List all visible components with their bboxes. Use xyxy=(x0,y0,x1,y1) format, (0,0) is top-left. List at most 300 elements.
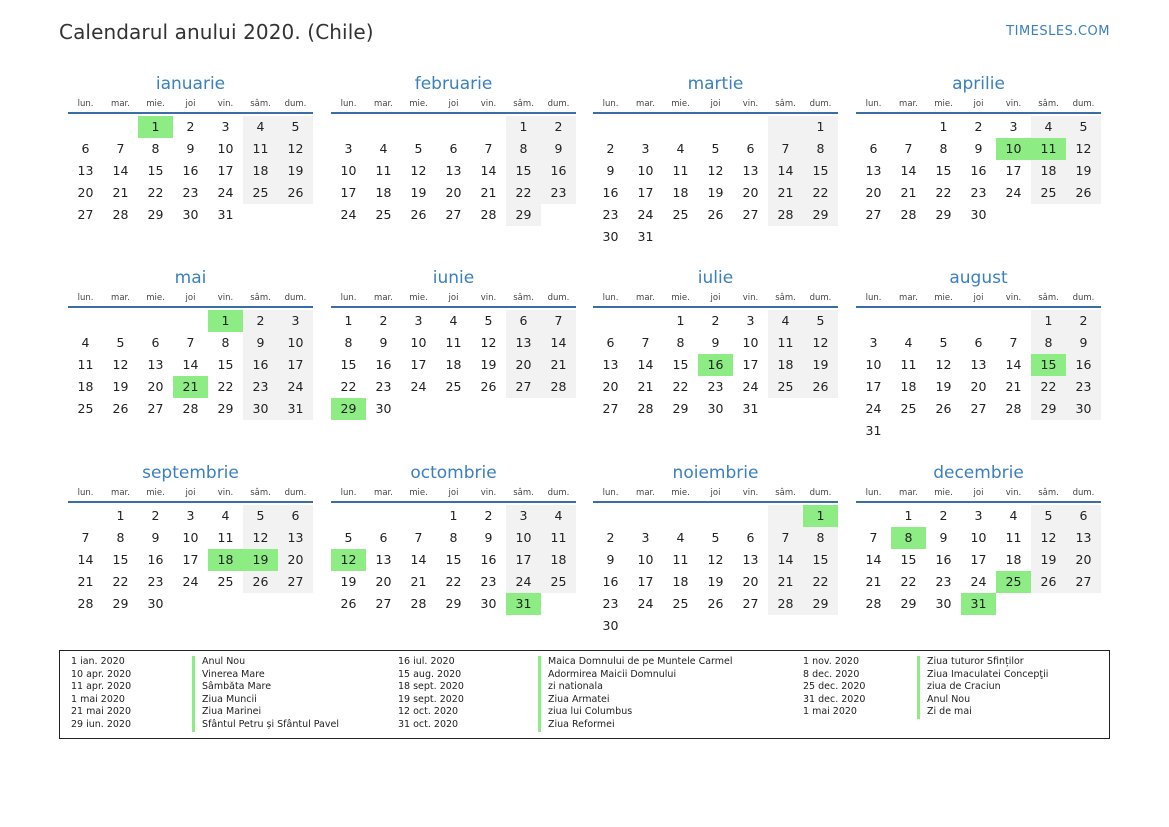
day-cell: 3 xyxy=(746,313,755,328)
day-cell: 2 xyxy=(151,508,160,523)
day-cell: 10 xyxy=(970,530,987,545)
day-cell: 6 xyxy=(869,141,878,156)
day-cell: 27 xyxy=(865,207,882,222)
day-cell: 18 xyxy=(768,354,803,376)
day-cell: 27 xyxy=(602,401,619,416)
empty-day-cell xyxy=(856,505,891,527)
day-cell: 11 xyxy=(672,163,689,178)
day-cell: 30 xyxy=(243,398,278,420)
day-cell: 10 xyxy=(865,357,882,372)
day-cell: 8 xyxy=(221,335,230,350)
day-cell: 6 xyxy=(278,505,313,527)
day-cell: 17 xyxy=(182,552,199,567)
holiday-day-cell: 12 xyxy=(331,549,366,571)
day-cell: 5 xyxy=(116,335,125,350)
day-grid xyxy=(68,505,313,615)
weekday-label: sâm. xyxy=(513,99,534,109)
legend-holiday-name: Ziua tuturor Sfinților xyxy=(917,656,1048,669)
day-cell: 1 xyxy=(449,508,458,523)
day-cell: 11 xyxy=(768,332,803,354)
day-cell: 26 xyxy=(707,207,724,222)
day-cell: 24 xyxy=(340,207,357,222)
day-cell: 23 xyxy=(375,379,392,394)
weekday-label: lun. xyxy=(340,293,357,303)
day-cell: 30 xyxy=(602,618,619,633)
day-cell: 16 xyxy=(970,163,987,178)
day-cell: 22 xyxy=(672,379,689,394)
month-name: februarie xyxy=(414,74,493,94)
empty-day-cell xyxy=(926,420,961,442)
weekday-label: vin. xyxy=(480,99,497,109)
day-cell: 18 xyxy=(1005,552,1022,567)
day-cell: 5 xyxy=(711,530,720,545)
day-cell: 13 xyxy=(77,163,94,178)
day-cell: 14 xyxy=(410,552,427,567)
empty-day-cell xyxy=(278,593,313,615)
day-cell: 22 xyxy=(217,379,234,394)
legend-date: 18 sept. 2020 xyxy=(398,681,464,693)
day-cell: 28 xyxy=(768,204,803,226)
day-cell: 30 xyxy=(602,229,619,244)
month-octombrie xyxy=(331,463,576,615)
weekday-header xyxy=(593,292,838,308)
empty-day-cell xyxy=(768,398,803,420)
day-cell: 15 xyxy=(147,163,164,178)
day-cell: 7 xyxy=(869,530,878,545)
day-cell: 20 xyxy=(77,185,94,200)
holiday-day-cell: 8 xyxy=(891,527,926,549)
empty-day-cell xyxy=(401,398,436,420)
day-cell: 4 xyxy=(768,310,803,332)
day-cell: 20 xyxy=(865,185,882,200)
day-cell: 18 xyxy=(77,379,94,394)
day-grid xyxy=(331,310,576,420)
weekday-label: joi xyxy=(448,293,459,303)
weekday-label: sâm. xyxy=(250,99,271,109)
weekday-header xyxy=(856,487,1101,503)
day-cell: 11 xyxy=(375,163,392,178)
weekday-label: sâm. xyxy=(250,488,271,498)
day-cell: 10 xyxy=(637,552,654,567)
legend-date: 11 apr. 2020 xyxy=(71,681,132,693)
day-cell: 8 xyxy=(803,138,838,160)
empty-day-cell xyxy=(733,116,768,138)
empty-day-cell xyxy=(173,593,208,615)
empty-day-cell xyxy=(733,615,768,637)
month-august xyxy=(856,268,1101,442)
empty-day-cell xyxy=(366,116,401,138)
day-cell: 18 xyxy=(445,357,462,372)
day-cell: 17 xyxy=(278,354,313,376)
weekday-label: mie. xyxy=(934,488,953,498)
day-cell: 17 xyxy=(865,379,882,394)
weekday-label: lun. xyxy=(77,293,94,303)
legend-holiday-name: zi nationala xyxy=(538,681,733,694)
month-name: iulie xyxy=(697,268,734,288)
empty-day-cell xyxy=(891,310,926,332)
day-cell: 2 xyxy=(243,310,278,332)
day-cell: 27 xyxy=(77,207,94,222)
day-cell: 3 xyxy=(186,508,195,523)
weekday-label: sâm. xyxy=(250,293,271,303)
weekday-label: mar. xyxy=(374,293,393,303)
legend-holiday-name: ziua de Craciun xyxy=(917,681,1048,694)
day-grid xyxy=(856,505,1101,615)
day-cell: 26 xyxy=(935,401,952,416)
day-cell: 26 xyxy=(1031,571,1066,593)
weekday-header xyxy=(331,98,576,114)
weekday-label: vin. xyxy=(1005,488,1022,498)
day-cell: 22 xyxy=(935,185,952,200)
day-cell: 27 xyxy=(970,401,987,416)
day-cell: 13 xyxy=(602,357,619,372)
weekday-label: lun. xyxy=(602,293,619,303)
weekday-label: sâm. xyxy=(775,293,796,303)
day-cell: 30 xyxy=(147,596,164,611)
legend-date: 1 ian. 2020 xyxy=(71,656,125,667)
weekday-label: mar. xyxy=(899,99,918,109)
day-cell: 10 xyxy=(217,141,234,156)
weekday-label: mar. xyxy=(636,99,655,109)
empty-day-cell xyxy=(628,116,663,138)
day-cell: 6 xyxy=(1066,505,1101,527)
weekday-header xyxy=(68,292,313,308)
day-grid xyxy=(68,310,313,420)
empty-day-cell xyxy=(961,420,996,442)
day-cell: 29 xyxy=(445,596,462,611)
day-cell: 24 xyxy=(1005,185,1022,200)
month-ianuarie xyxy=(68,74,313,226)
day-cell: 11 xyxy=(243,138,278,160)
weekday-label: dum. xyxy=(284,293,307,303)
day-cell: 1 xyxy=(803,116,838,138)
day-cell: 29 xyxy=(147,207,164,222)
day-cell: 7 xyxy=(541,310,576,332)
day-cell: 1 xyxy=(1031,310,1066,332)
weekday-label: lun. xyxy=(77,488,94,498)
day-cell: 25 xyxy=(217,574,234,589)
day-cell: 28 xyxy=(77,596,94,611)
weekday-label: vin. xyxy=(742,293,759,303)
day-cell: 10 xyxy=(182,530,199,545)
day-cell: 24 xyxy=(970,574,987,589)
legend-holiday-name: Ziua Muncii xyxy=(192,694,339,707)
day-cell: 3 xyxy=(1009,119,1018,134)
day-cell: 1 xyxy=(506,116,541,138)
day-cell: 12 xyxy=(707,163,724,178)
day-cell: 12 xyxy=(243,527,278,549)
day-cell: 18 xyxy=(243,160,278,182)
day-cell: 25 xyxy=(672,596,689,611)
day-cell: 24 xyxy=(506,571,541,593)
weekday-label: lun. xyxy=(865,488,882,498)
day-cell: 31 xyxy=(278,398,313,420)
weekday-label: dum. xyxy=(284,488,307,498)
day-cell: 14 xyxy=(900,163,917,178)
day-cell: 25 xyxy=(445,379,462,394)
empty-day-cell xyxy=(436,398,471,420)
day-cell: 29 xyxy=(217,401,234,416)
day-cell: 24 xyxy=(742,379,759,394)
day-cell: 15 xyxy=(445,552,462,567)
weekday-label: dum. xyxy=(1072,488,1095,498)
empty-day-cell xyxy=(628,615,663,637)
weekday-label: lun. xyxy=(602,99,619,109)
day-cell: 23 xyxy=(1066,376,1101,398)
legend-holiday-name: Ziua Armatei xyxy=(538,694,733,707)
month-iunie xyxy=(331,268,576,420)
day-cell: 7 xyxy=(768,527,803,549)
day-cell: 5 xyxy=(711,141,720,156)
day-cell: 8 xyxy=(939,141,948,156)
empty-day-cell xyxy=(663,505,698,527)
empty-day-cell xyxy=(593,310,628,332)
weekday-label: dum. xyxy=(547,488,570,498)
day-cell: 1 xyxy=(344,313,353,328)
month-decembrie xyxy=(856,463,1101,615)
empty-day-cell xyxy=(803,398,838,420)
day-cell: 10 xyxy=(506,527,541,549)
legend-holiday-name: Ziua Reformei xyxy=(538,719,733,732)
day-cell: 22 xyxy=(445,574,462,589)
day-cell: 3 xyxy=(869,335,878,350)
legend-holiday-name: Ziua Marinei xyxy=(192,706,339,719)
day-cell: 21 xyxy=(900,185,917,200)
day-cell: 26 xyxy=(1066,182,1101,204)
day-cell: 4 xyxy=(81,335,90,350)
legend-holiday-name: Anul Nou xyxy=(917,694,1048,707)
day-cell: 8 xyxy=(1031,332,1066,354)
day-cell: 25 xyxy=(1031,182,1066,204)
day-cell: 16 xyxy=(935,552,952,567)
empty-day-cell xyxy=(996,420,1031,442)
day-cell: 26 xyxy=(707,596,724,611)
holiday-day-cell: 1 xyxy=(138,116,173,138)
day-cell: 27 xyxy=(278,571,313,593)
day-cell: 5 xyxy=(484,313,493,328)
weekday-label: lun. xyxy=(340,99,357,109)
day-cell: 22 xyxy=(112,574,129,589)
day-cell: 6 xyxy=(379,530,388,545)
day-cell: 29 xyxy=(900,596,917,611)
weekday-label: sâm. xyxy=(1038,99,1059,109)
day-cell: 7 xyxy=(641,335,650,350)
day-cell: 19 xyxy=(803,354,838,376)
weekday-label: joi xyxy=(973,293,984,303)
weekday-label: joi xyxy=(710,488,721,498)
month-name: martie xyxy=(687,74,744,94)
weekday-label: lun. xyxy=(340,488,357,498)
weekday-label: mie. xyxy=(146,293,165,303)
day-cell: 2 xyxy=(939,508,948,523)
day-cell: 4 xyxy=(676,141,685,156)
weekday-label: mar. xyxy=(111,293,130,303)
weekday-label: mie. xyxy=(409,488,428,498)
day-cell: 20 xyxy=(602,379,619,394)
empty-day-cell xyxy=(891,420,926,442)
day-cell: 13 xyxy=(865,163,882,178)
day-cell: 2 xyxy=(541,116,576,138)
day-cell: 15 xyxy=(935,163,952,178)
day-cell: 18 xyxy=(672,185,689,200)
month-iulie xyxy=(593,268,838,420)
day-cell: 8 xyxy=(344,335,353,350)
day-cell: 23 xyxy=(602,207,619,222)
month-name: aprilie xyxy=(952,74,1005,94)
day-cell: 14 xyxy=(541,332,576,354)
day-cell: 23 xyxy=(602,596,619,611)
weekday-label: sâm. xyxy=(513,293,534,303)
day-cell: 10 xyxy=(340,163,357,178)
day-cell: 12 xyxy=(410,163,427,178)
legend-date: 1 nov. 2020 xyxy=(803,656,859,667)
day-cell: 17 xyxy=(1005,163,1022,178)
empty-day-cell xyxy=(103,310,138,332)
empty-day-cell xyxy=(768,116,803,138)
day-cell: 31 xyxy=(217,207,234,222)
day-cell: 24 xyxy=(278,376,313,398)
empty-day-cell xyxy=(698,505,733,527)
empty-day-cell xyxy=(768,615,803,637)
day-cell: 25 xyxy=(672,207,689,222)
weekday-label: vin. xyxy=(217,293,234,303)
day-cell: 20 xyxy=(1066,549,1101,571)
weekday-label: mar. xyxy=(636,293,655,303)
empty-day-cell xyxy=(996,593,1031,615)
day-cell: 15 xyxy=(803,549,838,571)
empty-day-cell xyxy=(436,116,471,138)
empty-day-cell xyxy=(663,615,698,637)
month-martie xyxy=(593,74,838,248)
day-cell: 28 xyxy=(865,596,882,611)
weekday-label: dum. xyxy=(1072,293,1095,303)
day-cell: 15 xyxy=(672,357,689,372)
day-cell: 4 xyxy=(904,335,913,350)
day-cell: 15 xyxy=(340,357,357,372)
empty-day-cell xyxy=(541,204,576,226)
weekday-label: vin. xyxy=(217,99,234,109)
day-cell: 1 xyxy=(904,508,913,523)
day-cell: 20 xyxy=(506,354,541,376)
day-cell: 27 xyxy=(742,207,759,222)
day-cell: 26 xyxy=(410,207,427,222)
day-cell: 27 xyxy=(375,596,392,611)
day-cell: 9 xyxy=(939,530,948,545)
day-cell: 17 xyxy=(742,357,759,372)
weekday-label: dum. xyxy=(1072,99,1095,109)
weekday-label: vin. xyxy=(742,488,759,498)
legend-col-2-names xyxy=(538,656,733,732)
day-cell: 28 xyxy=(900,207,917,222)
day-cell: 28 xyxy=(1005,401,1022,416)
day-cell: 3 xyxy=(221,119,230,134)
day-cell: 14 xyxy=(768,549,803,571)
empty-day-cell xyxy=(996,310,1031,332)
day-cell: 4 xyxy=(221,508,230,523)
legend-holiday-name: Ziua Imaculatei Concepţii xyxy=(917,669,1048,682)
weekday-header xyxy=(68,98,313,114)
holiday-day-cell: 19 xyxy=(243,549,278,571)
day-cell: 11 xyxy=(77,357,94,372)
legend-date: 29 iun. 2020 xyxy=(71,718,132,730)
day-cell: 6 xyxy=(974,335,983,350)
day-cell: 24 xyxy=(865,401,882,416)
empty-day-cell xyxy=(471,398,506,420)
day-cell: 7 xyxy=(904,141,913,156)
brand-link[interactable]: TIMESLES.COM xyxy=(1006,24,1110,39)
day-cell: 13 xyxy=(506,332,541,354)
day-cell: 13 xyxy=(742,552,759,567)
day-cell: 9 xyxy=(1066,332,1101,354)
legend-date: 15 aug. 2020 xyxy=(398,668,462,680)
legend-holiday-name: Maica Domnului de pe Muntele Carmel xyxy=(538,656,733,669)
day-cell: 19 xyxy=(480,357,497,372)
day-cell: 3 xyxy=(278,310,313,332)
weekday-label: mar. xyxy=(374,488,393,498)
weekday-label: dum. xyxy=(284,99,307,109)
day-cell: 30 xyxy=(935,596,952,611)
day-cell: 24 xyxy=(637,207,654,222)
day-cell: 24 xyxy=(182,574,199,589)
day-cell: 11 xyxy=(217,530,234,545)
day-cell: 20 xyxy=(147,379,164,394)
day-cell: 17 xyxy=(340,185,357,200)
day-cell: 19 xyxy=(707,574,724,589)
legend-holiday-name: Adormirea Maicii Domnului xyxy=(538,669,733,682)
day-cell: 17 xyxy=(637,185,654,200)
legend-date: 1 mai 2020 xyxy=(71,693,125,705)
empty-day-cell xyxy=(138,310,173,332)
weekday-label: joi xyxy=(973,99,984,109)
day-cell: 8 xyxy=(449,530,458,545)
day-cell: 23 xyxy=(541,182,576,204)
weekday-header xyxy=(856,292,1101,308)
day-cell: 27 xyxy=(1066,571,1101,593)
weekday-label: dum. xyxy=(547,293,570,303)
weekday-label: mie. xyxy=(934,293,953,303)
empty-day-cell xyxy=(401,116,436,138)
day-cell: 5 xyxy=(243,505,278,527)
day-cell: 26 xyxy=(278,182,313,204)
empty-day-cell xyxy=(996,204,1031,226)
legend-col-1-names xyxy=(192,656,339,732)
legend-date: 25 dec. 2020 xyxy=(803,681,866,693)
day-cell: 18 xyxy=(1031,160,1066,182)
empty-day-cell xyxy=(768,226,803,248)
day-cell: 21 xyxy=(768,571,803,593)
day-cell: 6 xyxy=(746,141,755,156)
day-cell: 25 xyxy=(541,571,576,593)
day-cell: 29 xyxy=(935,207,952,222)
day-cell: 15 xyxy=(506,160,541,182)
day-cell: 2 xyxy=(606,530,615,545)
holiday-day-cell: 31 xyxy=(506,593,541,615)
day-cell: 18 xyxy=(900,379,917,394)
day-cell: 28 xyxy=(768,593,803,615)
day-cell: 4 xyxy=(379,141,388,156)
empty-day-cell xyxy=(698,615,733,637)
day-cell: 29 xyxy=(803,593,838,615)
day-cell: 22 xyxy=(900,574,917,589)
day-cell: 26 xyxy=(243,571,278,593)
day-cell: 23 xyxy=(147,574,164,589)
day-cell: 23 xyxy=(970,185,987,200)
legend-date: 8 dec. 2020 xyxy=(803,668,860,680)
day-cell: 14 xyxy=(1005,357,1022,372)
day-cell: 2 xyxy=(186,119,195,134)
legend-date: 1 mai 2020 xyxy=(803,706,857,718)
day-cell: 29 xyxy=(803,204,838,226)
